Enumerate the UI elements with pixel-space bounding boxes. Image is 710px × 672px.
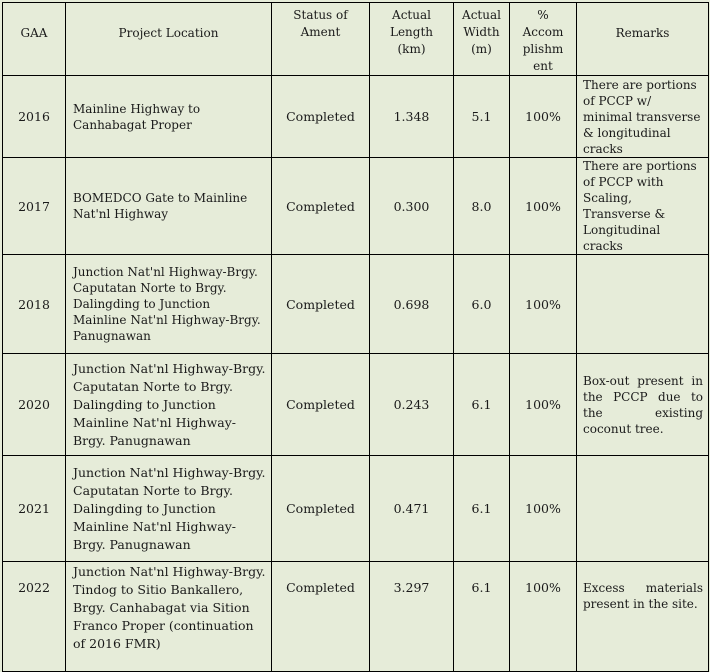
row-location: BOMEDCO Gate to Mainline Nat'nl Highway xyxy=(66,158,272,255)
table-row xyxy=(3,456,709,562)
row-status: Completed xyxy=(272,562,370,672)
row-location: Junction Nat'nl Highway-Brgy. Tindog to Sitio Bankallero, Brgy. Canhabagat via Sition Franco Proper (continuation of 2016 FMR) xyxy=(66,562,272,672)
row-location: Junction Nat'nl Highway-Brgy. Caputatan Norte to Brgy. Dalingding to Junction Mainline Nat'nl Highway-Brgy. Panugnawan xyxy=(66,456,272,562)
row-gaa: 2020 xyxy=(3,354,66,456)
table-row xyxy=(3,76,709,158)
row-status: Completed xyxy=(272,76,370,158)
row-width: 8.0 xyxy=(454,158,510,255)
row-width: 6.1 xyxy=(454,354,510,456)
table-row xyxy=(3,255,709,354)
row-location: Mainline Highway to Canhabagat Proper xyxy=(66,76,272,158)
header-gaa: GAA xyxy=(3,3,66,76)
row-status: Completed xyxy=(272,158,370,255)
row-gaa: 2022 xyxy=(3,562,66,672)
row-length: 0.243 xyxy=(370,354,454,456)
row-length: 0.471 xyxy=(370,456,454,562)
row-accomplishment: 100% xyxy=(510,456,577,562)
header-status: Status of Ament xyxy=(272,3,370,76)
row-length: 1.348 xyxy=(370,76,454,158)
row-length: 3.297 xyxy=(370,562,454,672)
row-accomplishment: 100% xyxy=(510,158,577,255)
row-status: Completed xyxy=(272,456,370,562)
row-remarks: Box-out present in the PCCP due to the existing coconut tree. xyxy=(577,354,709,456)
row-status: Completed xyxy=(272,255,370,354)
header-width: Actual Width (m) xyxy=(454,3,510,76)
header-length: Actual Length (km) xyxy=(370,3,454,76)
row-status: Completed xyxy=(272,354,370,456)
table-row xyxy=(3,158,709,255)
row-gaa: 2017 xyxy=(3,158,66,255)
row-remarks: Excess materials present in the site. xyxy=(577,562,709,672)
project-status-table xyxy=(2,2,709,672)
row-length: 0.300 xyxy=(370,158,454,255)
header-row xyxy=(3,3,709,76)
row-gaa: 2021 xyxy=(3,456,66,562)
row-width: 5.1 xyxy=(454,76,510,158)
table-row xyxy=(3,354,709,456)
row-remarks: There are portions of PCCP with Scaling, Transverse & Longitudinal cracks xyxy=(577,158,709,255)
row-remarks xyxy=(577,456,709,562)
row-accomplishment: 100% xyxy=(510,255,577,354)
table-row xyxy=(3,562,709,672)
header-remarks: Remarks xyxy=(577,3,709,76)
row-accomplishment: 100% xyxy=(510,76,577,158)
row-gaa: 2016 xyxy=(3,76,66,158)
row-gaa: 2018 xyxy=(3,255,66,354)
row-location: Junction Nat'nl Highway-Brgy. Caputatan Norte to Brgy. Dalingding to Junction Mainline Nat'nl Highway-Brgy. Panugnawan xyxy=(66,354,272,456)
row-width: 6.1 xyxy=(454,562,510,672)
row-width: 6.0 xyxy=(454,255,510,354)
header-accomplishment: % Accom plishm ent xyxy=(510,3,577,76)
header-location: Project Location xyxy=(66,3,272,76)
row-accomplishment: 100% xyxy=(510,562,577,672)
row-accomplishment: 100% xyxy=(510,354,577,456)
row-remarks: There are portions of PCCP w/ minimal transverse & longitudinal cracks xyxy=(577,76,709,158)
row-location: Junction Nat'nl Highway-Brgy. Caputatan Norte to Brgy. Dalingding to Junction Mainline Nat'nl Highway-Brgy. Panugnawan xyxy=(66,255,272,354)
row-width: 6.1 xyxy=(454,456,510,562)
row-remarks xyxy=(577,255,709,354)
row-length: 0.698 xyxy=(370,255,454,354)
